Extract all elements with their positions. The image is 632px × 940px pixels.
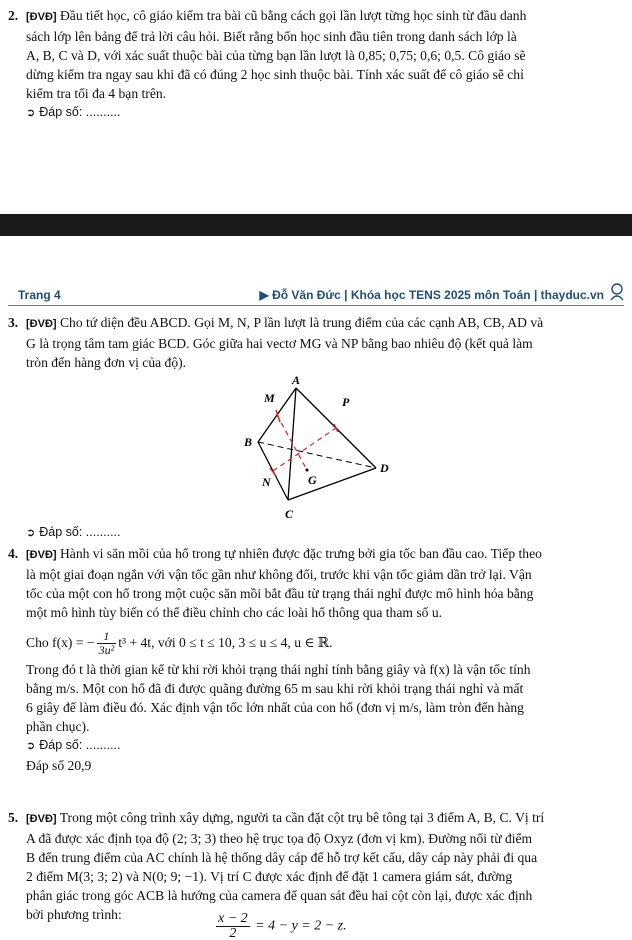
fraction-numerator: x − 2 <box>218 911 248 926</box>
question-text-line: bởi phương trình: <box>26 907 122 922</box>
point-g <box>306 469 309 472</box>
question-number: 5. <box>8 810 19 825</box>
answer-line <box>26 103 624 123</box>
question-text-line: tốc của một con hổ trong một cuộc săn mồi bắt đầu từ trạng thái nghỉ được mô hình hóa bằng <box>26 586 534 601</box>
label-b: B <box>244 435 253 449</box>
question-text-line: B đến trung điểm của AC chính là hệ thống dây cáp để hỗ trợ kết cấu, dây cáp này phải đi qua <box>26 850 538 865</box>
author-tag: [ĐVĐ] <box>26 318 57 330</box>
question-text-line: 2 điểm M(3; 3; 2) và N(0; 9; −1). Vị trí C được xác định để đặt 1 camera giám sát, đường <box>26 869 513 884</box>
label-d: D <box>380 461 389 475</box>
answer-label: Đáp số: .......... <box>39 525 121 539</box>
question-text-line: Trong đó t là thời gian kể từ khi rời khỏi trạng thái nghỉ tính bằng giây và f(x) là vận tốc tính <box>26 662 531 677</box>
equation-rest: = 4 − y = 2 − z. <box>255 918 347 934</box>
page-number: Trang 4 <box>18 288 61 302</box>
label-m: M <box>264 391 275 405</box>
question-number: 2. <box>8 8 19 23</box>
page-header <box>0 286 632 304</box>
question-5 <box>8 808 624 924</box>
question-text-line: một mô hình tùy biến có thể điều chỉnh cho các loài hổ thông qua tham số u. <box>26 605 443 620</box>
course-info: ▶ Đỗ Văn Đức | Khóa học TENS 2025 môn Toán | thayduc.vn <box>259 288 604 302</box>
fraction-numerator: 1 <box>97 630 117 644</box>
formula-line <box>8 628 624 658</box>
page-separator <box>0 214 632 236</box>
formula-suffix: t³ + 4t, với 0 ≤ t ≤ 10, 3 ≤ u ≤ 4, u ∈ ℝ. <box>118 635 333 650</box>
question-text-line: tròn đến hàng đơn vị của độ). <box>26 355 187 370</box>
answer-line <box>26 736 624 756</box>
arrow-right-icon: ➲ <box>26 740 36 752</box>
label-g: G <box>308 473 317 487</box>
question-2 <box>8 6 624 123</box>
edge-bd-hidden <box>258 442 376 468</box>
line-equation <box>214 912 347 940</box>
edge-cd <box>288 468 376 500</box>
label-c: C <box>285 507 294 521</box>
formula-fraction <box>97 630 117 657</box>
question-4 <box>8 544 624 775</box>
question-text-line: A đã được xác định tọa độ (2; 3; 3) theo hệ trục tọa độ Oxyz (đơn vị km). Đường nối từ điểm <box>26 831 533 846</box>
fraction-denominator: 3u² <box>98 643 115 658</box>
arrow-right-icon: ➲ <box>26 107 36 119</box>
answer-line <box>26 523 121 543</box>
question-text-line: G là trọng tâm tam giác BCD. Góc giữa hai vectơ MG và NP bằng bao nhiêu độ (kết quả làm <box>26 336 533 351</box>
question-text-line: phần chục). <box>26 719 90 734</box>
question-text-line: Hành vi săn mồi của hổ trong tự nhiên được đặc trưng bởi gia tốc ban đầu cao. Tiếp theo <box>59 546 542 561</box>
edge-ac <box>288 388 296 500</box>
question-number: 3. <box>8 315 19 330</box>
question-text-line: bằng m/s. Một con hổ đã đi được quãng đường 65 m sau khi rời khỏi trạng thái nghỉ và mất <box>26 681 524 696</box>
label-a: A <box>292 373 301 387</box>
question-text-line: dừng kiểm tra ngay sau khi đã có đúng 2 học sinh thuộc bài. Tính xác suất để cô giáo sẽ chỉ <box>26 67 524 82</box>
answer-label: Đáp số: .......... <box>39 105 121 119</box>
vector-mg <box>277 415 307 470</box>
fraction-denominator: 2 <box>229 926 237 940</box>
course-info-text: Đỗ Văn Đức | Khóa học TENS 2025 môn Toán | thayduc.vn <box>272 288 604 302</box>
arrow-right-icon: ➲ <box>26 527 36 539</box>
formula-prefix: Cho f(x) = − <box>26 635 95 650</box>
answer-label: Đáp số: .......... <box>39 738 121 752</box>
question-text-line: Cho tứ diện đều ABCD. Gọi M, N, P lần lượt là trung điểm của các cạnh AB, CB, AD và <box>59 315 544 330</box>
question-text-line: 6 giây để làm điều đó. Xác định vận tốc lớn nhất của con hổ (đơn vị m/s, làm tròn đến hàng <box>26 700 524 715</box>
question-text-line: là một giai đoạn ngắn với vận tốc gần như không đổi, trước khi vận tốc giảm dần trở lại. Vận <box>26 567 532 582</box>
question-text-line: Trong một công trình xây dựng, người ta cần đặt cột trụ bê tông tại 3 điểm A, B, C. Vị trí <box>59 810 545 825</box>
question-text-line: Đầu tiết học, cô giáo kiểm tra bài cũ bằng cách gọi lần lượt từng học sinh từ đầu danh <box>59 8 527 23</box>
author-tag: [ĐVĐ] <box>26 549 57 561</box>
answer-value: Đáp số 20,9 <box>26 758 92 773</box>
question-text-line: sách lớp lên bảng để trả lời câu hỏi. Biết rằng bốn học sinh đầu tiên trong danh sách lớp là <box>26 29 517 44</box>
header-divider <box>8 305 624 306</box>
question-3 <box>8 313 624 372</box>
equation-fraction <box>216 912 250 940</box>
question-text-line: phân giác trong góc ACB là hướng của camera để quan sát đều hai cột còn lại, được xác định <box>26 888 533 903</box>
tick-mark <box>334 424 338 432</box>
author-tag: [ĐVĐ] <box>26 11 57 23</box>
question-text-line: kiểm tra tối đa 4 bạn trên. <box>26 86 167 101</box>
question-number: 4. <box>8 546 19 561</box>
author-tag: [ĐVĐ] <box>26 813 57 825</box>
tetrahedron-figure <box>230 370 400 530</box>
question-text-line: A, B, C và D, với xác suất thuộc bài của từng bạn lần lượt là 0,85; 0,75; 0,6; 0,5. Cô giáo sẽ <box>26 48 526 63</box>
label-p: P <box>342 395 350 409</box>
label-n: N <box>262 475 271 489</box>
